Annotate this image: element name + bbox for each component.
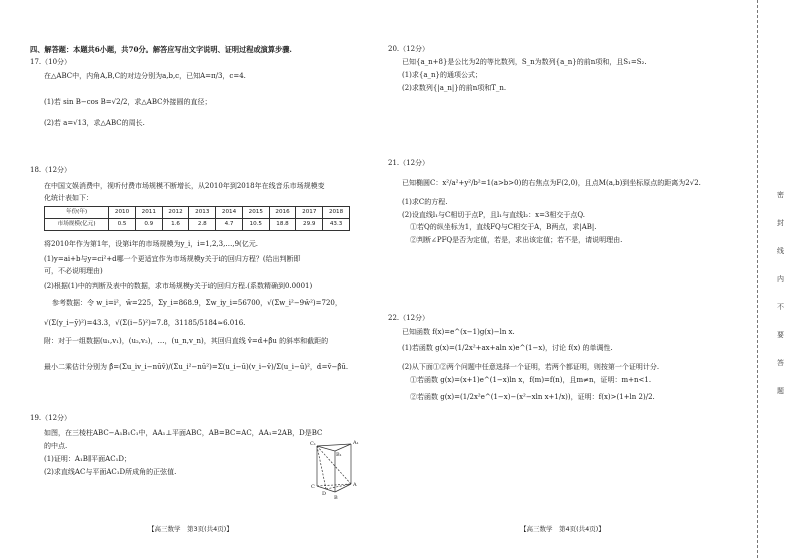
side-char: 内 <box>777 275 784 283</box>
q21-stem: 已知椭圆C：x²/a²+y²/b²=1(a>b>0)的右焦点为F(2,0)，且点M(a,b)到坐标原点的距离为2√2. <box>402 179 701 187</box>
q17-part1: (1)若 sin B−cos B=√2/2，求△ABC外接圆的直径； <box>44 98 212 106</box>
side-char: 封 <box>777 219 784 227</box>
q21-part1: (1)求C的方程. <box>402 198 448 206</box>
label-A: A <box>353 482 357 488</box>
q21-header: 21.（12分） <box>388 159 430 167</box>
left-footer: 【高三数学 第3页(共4页)】 <box>148 525 233 533</box>
q19-part2: (2)求直线AC与平面AC₁D所成角的正弦值. <box>44 468 177 476</box>
table-header-year: 年份(年) <box>45 207 109 219</box>
q17-header: 17.（10分） <box>30 58 72 66</box>
q21-part2-sub1: ①若Q的纵坐标为1，直线FQ与C相交于A，B两点，求|AB|. <box>410 223 597 231</box>
q22-part2: (2)从下面①②两个问题中任意选择一个证明，若两个都证明，则按第一个证明计分. <box>402 363 660 371</box>
q18-stem-line2: 化统计表如下： <box>44 194 93 202</box>
label-A1: A₁ <box>353 440 359 446</box>
table-cell: 2014 <box>216 207 243 219</box>
q19-header: 19.（12分） <box>30 414 72 422</box>
q18-ref-line1: 参考数据：令 w_i=i²，w̄=225，Σy_i=868.9，Σw_iy_i=56700，√(Σw_i²−9w̄²)=720， <box>52 299 342 307</box>
label-C1: C₁ <box>310 441 316 447</box>
table-cell: 2016 <box>269 207 296 219</box>
q21-part2: (2)设直线l₁与C相切于点P，且l₁与直线l₂：x=3相交于点Q. <box>402 211 585 219</box>
q22-stem: 已知函数 f(x)=e^(x−1)g(x)−ln x. <box>402 328 515 336</box>
table-cell: 29.9 <box>296 219 323 231</box>
q20-part2: (2)求数列{|a_n|}的前n项和T_n. <box>402 84 507 92</box>
section-title: 四、解答题：本题共6小题，共70分。解答应写出文字说明、证明过程或演算步骤. <box>30 45 292 54</box>
binding-strip <box>757 0 794 558</box>
side-char: 要 <box>777 331 784 339</box>
q18-stem-line1: 在中国文娱消费中，视听付费市场规模不断增长，从2010年到2018年在线音乐市场规模变 <box>44 182 325 190</box>
table-cell: 2011 <box>135 207 162 219</box>
q21-part2-sub2: ②判断∠PFQ是否为定值，若是，求出该定值；若不是，请说明理由. <box>410 236 623 244</box>
table-row <box>45 219 350 231</box>
label-B1: B₁ <box>336 452 342 458</box>
q18-definition: 将2010年作为第1年，设第i年的市场规模为y_i，i=1,2,3,…,9(亿元. <box>44 240 258 248</box>
q18-ref-line2: √(Σ(y_i−ȳ)²)=43.3，√(Σ(i−5)²)=7.8，31185/5184≈6.016. <box>44 319 246 327</box>
table-cell: 2015 <box>242 207 269 219</box>
table-cell: 1.6 <box>162 219 189 231</box>
side-char: 题 <box>777 387 784 395</box>
q20-header: 20.（12分） <box>388 45 430 53</box>
market-size-table <box>44 206 350 231</box>
label-D: D <box>322 491 327 497</box>
table-cell: 0.9 <box>135 219 162 231</box>
side-char: 线 <box>777 247 784 255</box>
table-cell: 2010 <box>109 207 136 219</box>
q22-part1: (1)若函数 g(x)=(1/2x²+ax+aln x)e^(1−x)，讨论 f(x) 的单调性. <box>402 344 613 352</box>
right-footer: 【高三数学 第4页(共4页)】 <box>520 525 605 533</box>
q18-ref-line3: 附：对于一组数据(u₁,v₁)，(u₂,v₂)，…，(u_n,v_n)，其回归直线 v̂=α̂+β̂u 的斜率和截距的 <box>44 337 329 345</box>
table-row <box>45 207 350 219</box>
q19-part1: (1)证明：A₁B∥平面AC₁D； <box>44 455 131 463</box>
side-char: 答 <box>777 359 784 367</box>
label-C: C <box>311 484 315 490</box>
q22-header: 22.（12分） <box>388 314 430 322</box>
q22-part2-sub2: ②若函数 g(x)=(1/2x²e^(1−x)−(x²−xln x+1/x))，证明：f(x)>(1+ln 2)/2. <box>410 393 655 401</box>
table-cell: 2012 <box>162 207 189 219</box>
q18-part2: (2)根据(1)中的判断及表中的数据，求市场规模y关于i的回归方程.(系数精确到0.0001) <box>44 282 313 290</box>
table-cell: 10.5 <box>242 219 269 231</box>
label-B: B <box>334 495 338 500</box>
q17-stem: 在△ABC中，内角A,B,C的对边分别为a,b,c，已知A=π/3，c=4. <box>44 72 246 80</box>
prism-figure <box>305 438 365 500</box>
q18-header: 18.（12分） <box>30 166 72 174</box>
table-cell: 2013 <box>189 207 216 219</box>
q19-stem-line1: 如图，在三棱柱ABC−A₁B₁C₁中，AA₁⊥平面ABC，AB=BC=AC，AA₁=2AB，D是BC <box>44 429 323 437</box>
table-cell: 18.8 <box>269 219 296 231</box>
table-cell: 4.7 <box>216 219 243 231</box>
q18-ref-line4: 最小二乘估计分别为 β̂=(Σu_iv_i−nūv̄)/(Σu_i²−nū²)=Σ(u_i−ū)(v_i−v̄)/Σ(u_i−ū)²，α̂=v̄−β̂ū. <box>44 363 349 371</box>
q20-part1: (1)求{a_n}的通项公式； <box>402 71 483 79</box>
side-char: 密 <box>777 191 784 199</box>
table-cell: 43.3 <box>323 219 350 231</box>
q20-stem: 已知{a_n+8}是公比为2的等比数列，S_n为数列{a_n}的前n项和，且S₁=S₂. <box>402 58 647 66</box>
table-cell: 2.8 <box>189 219 216 231</box>
table-cell: 2017 <box>296 207 323 219</box>
q22-part2-sub1: ①若函数 g(x)=(x+1)e^(1−x)ln x，f(m)=f(n)，且m≠n，证明：m+n<1. <box>410 376 652 384</box>
q18-part1-line1: (1)y=ai+b与y=ci²+d哪一个更适宜作为市场规模y关于i的回归方程？(给出判断即 <box>44 255 301 263</box>
q18-part1-line2: 可，不必说明理由) <box>44 267 103 275</box>
table-cell: 2018 <box>323 207 350 219</box>
table-cell: 0.5 <box>109 219 136 231</box>
q19-stem-line2: 的中点. <box>44 442 68 450</box>
table-header-size: 市场规模(亿元) <box>45 219 109 231</box>
side-char: 不 <box>777 303 784 311</box>
q17-part2: (2)若 a=√13，求△ABC的周长. <box>44 119 145 127</box>
